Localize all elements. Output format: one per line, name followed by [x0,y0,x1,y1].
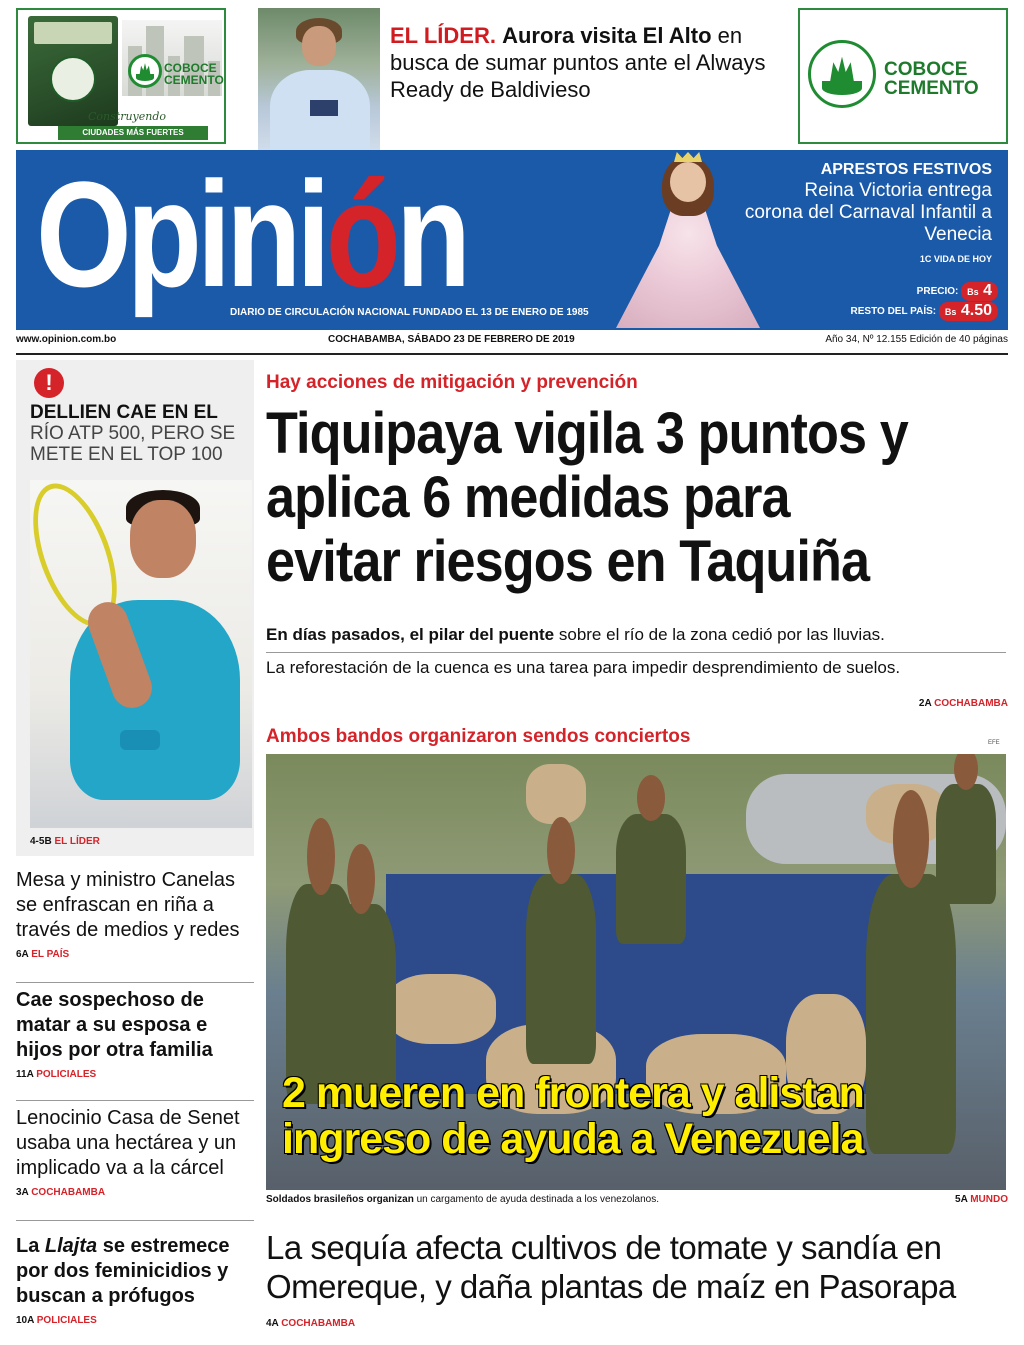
coboce-logo-icon [808,40,876,108]
brief-lenocinio[interactable] [16,1106,254,1198]
festivos-headline: Reina Victoria entrega corona del Carnaval Infantil a Venecia [744,180,992,245]
brief-sospechoso[interactable] [16,988,254,1080]
edition-number: Año 34, Nº 12.155 Edición de 40 páginas [825,334,1008,345]
brief-page-ref: 3A COCHABAMBA [16,1187,106,1198]
photo-story-kicker: Ambos bandos organizaron sendos conciertos [266,726,691,747]
main-story-deck-2: La reforestación de la cuenca es una tarea para impedir desprendimiento de suelos. [266,658,901,677]
dellien-page-ref: 4-5B EL LÍDER [30,836,100,847]
masthead-tagline: DIARIO DE CIRCULACIÓN NACIONAL FUNDADO EL 13 DE ENERO DE 1985 [230,307,589,318]
teaser-headline-bold: Aurora visita El Alto [502,23,712,48]
photo-story-headline[interactable]: 2 mueren en frontera y alistan ingreso de ayuda a Venezuela [282,1069,864,1163]
coboce-logo-icon [128,54,162,88]
teaser-headline[interactable] [390,22,790,103]
brief-page-ref: 11A POLICIALES [16,1069,97,1080]
newspaper-logo[interactable]: Opinión [36,150,467,318]
brief-divider [16,982,254,983]
main-story-headline[interactable]: Tiquipaya vigila 3 puntos y aplica 6 medidas para evitar riesgos en Taquiña [266,401,908,594]
photo-caption: Soldados brasileños organizan un cargamento de ayuda destinada a los venezolanos. [266,1194,659,1205]
tennis-player-photo [30,480,252,828]
brief-headline: La Llajta se estremece por dos feminicidios y buscan a prófugos [16,1235,230,1307]
website-link[interactable]: www.opinion.com.bo [16,334,117,345]
teaser-photo-footballer[interactable] [258,8,380,150]
dellien-headline: DELLIEN CAE EN EL RÍO ATP 500, PERO SE METE EN EL TOP 100 [30,402,236,465]
edition-date: COCHABAMBA, SÁBADO 23 DE FEBRERO DE 2019 [328,334,575,345]
date-bar [16,334,1008,350]
main-story-kicker: Hay acciones de mitigación y prevención [266,372,638,393]
soldiers-aid-photo[interactable] [266,754,1006,1190]
brief-headline: Lenocinio Casa de Senet usaba una hectárea y un implicado va a la cárcel [16,1107,240,1179]
brief-headline: Cae sospechoso de matar a su esposa e hijos por otra familia [16,989,213,1061]
brief-page-ref: 10A POLICIALES [16,1315,97,1326]
coboce-brand-text: COBOCE CEMENTO [164,61,224,87]
festivos-kicker: APRESTOS FESTIVOS [820,161,992,178]
masthead-divider [16,353,1008,355]
bottom-story-headline[interactable]: La sequía afecta cultivos de tomate y sandía en Omereque, y daña plantas de maíz en Pasorapa [266,1229,956,1305]
brief-page-ref: 6A EL PAÍS [16,949,70,960]
brief-divider [16,1100,254,1101]
deck-divider [266,652,1006,653]
coboce-ad-left[interactable] [16,8,226,144]
coboce-ad-right[interactable] [798,8,1008,144]
brief-divider [16,1220,254,1221]
festivos-teaser[interactable] [742,160,992,264]
price-box: PRECIO: Bs 4 RESTO DEL PAÍS: Bs 4.50 [851,282,998,322]
dellien-story[interactable] [16,360,254,856]
ad-slogan-script: Construyendo [88,110,167,123]
teaser-headline-rest: en busca de sumar puntos ante el Always Ready de Baldivieso [390,23,766,102]
main-story-page-ref: 2A COCHABAMBA [918,698,1008,709]
photo-credit: EFE [988,740,1000,746]
main-story-deck-1: En días pasados, el pilar del puente sobre el río de la zona cedió por las lluvias. [266,625,885,644]
brief-feminicidios[interactable] [16,1234,254,1326]
festivos-page-ref: 1C VIDA DE HOY [919,254,992,264]
teaser-kicker: EL LÍDER. [390,23,496,48]
photo-story-page-ref: 5A MUNDO [955,1194,1008,1205]
brief-mesa-canelas[interactable] [16,868,254,960]
ad-slogan-strip: CIUDADES MÁS FUERTES [58,126,208,140]
alert-icon: ! [34,368,64,398]
brief-headline: Mesa y ministro Canelas se enfrascan en riña a través de medios y redes [16,869,240,941]
bottom-story-page-ref: 4A COCHABAMBA [266,1318,356,1329]
coboce-brand-text: COBOCE CEMENTO [884,59,979,99]
masthead [16,150,1008,330]
